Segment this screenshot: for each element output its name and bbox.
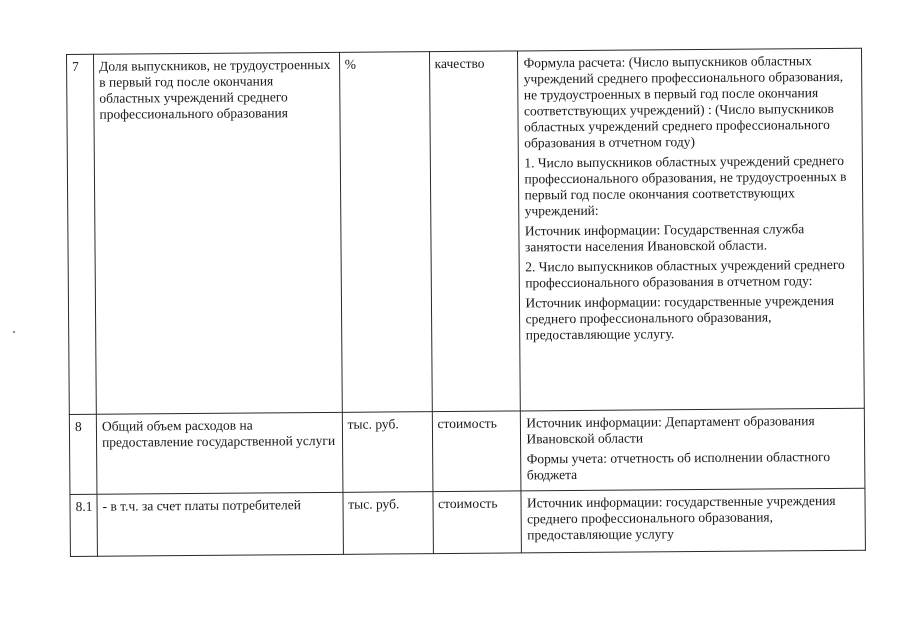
unit-cell: тыс. руб. [342, 412, 432, 493]
indicator-type: стоимость [432, 411, 522, 492]
row-number: 8.1 [70, 494, 97, 556]
accounting-forms-paragraph: Формы учета: отчетность об исполнении областного бюджета [526, 449, 831, 483]
row-number: 8 [69, 414, 97, 494]
table-row [70, 488, 865, 556]
calculation-description [521, 488, 865, 553]
unit-cell: тыс. руб. [343, 492, 433, 555]
source-paragraph: Источник информации: государственные учреждения среднего профессионального образования, предоставляющие услугу [526, 492, 836, 543]
indicator-name: Доля выпускников, не трудоустроенных в первый год после окончания областных учреждений среднего профессионального образования [93, 52, 342, 414]
calculation-description [521, 408, 865, 491]
indicator-name: - в т.ч. за счет платы потребителей [97, 492, 343, 556]
row-number: 7 [67, 54, 97, 414]
calculation-description [518, 48, 864, 411]
table-row [69, 408, 865, 494]
source-paragraph: Источник информации: Государственная служба занятости населения Ивановской области. [524, 221, 805, 255]
description-paragraph: 1. Число выпускников областных учреждений среднего профессионального образования, не трудоустроенных в первый год после окончания соответствующих учреждений: [524, 152, 847, 219]
scan-speck [13, 331, 15, 333]
source-paragraph: Источник информации: государственные учреждения среднего профессионального образования, предоставляющие услугу. [525, 292, 835, 343]
indicator-type: качество [429, 51, 521, 412]
source-paragraph: Источник информации: Департамент образования Ивановской области [526, 413, 815, 447]
indicator-type: стоимость [432, 491, 521, 554]
indicator-table [66, 48, 866, 557]
description-paragraph: 2. Число выпускников областных учреждений среднего профессионального образования в отчетном году: [525, 256, 845, 291]
indicator-name: Общий объем расходов на предоставление государственной услуги [96, 412, 342, 494]
table-row [67, 48, 865, 414]
formula-paragraph: Формула расчета: (Число выпускников областных учреждений среднего профессионального образования, не трудоустроенных в первый год после окончания соответствующих учреждений) : (Число выпускников областных учреждений среднего профессионального образования в отчетном году) [523, 53, 844, 151]
unit-cell: % [339, 52, 432, 413]
